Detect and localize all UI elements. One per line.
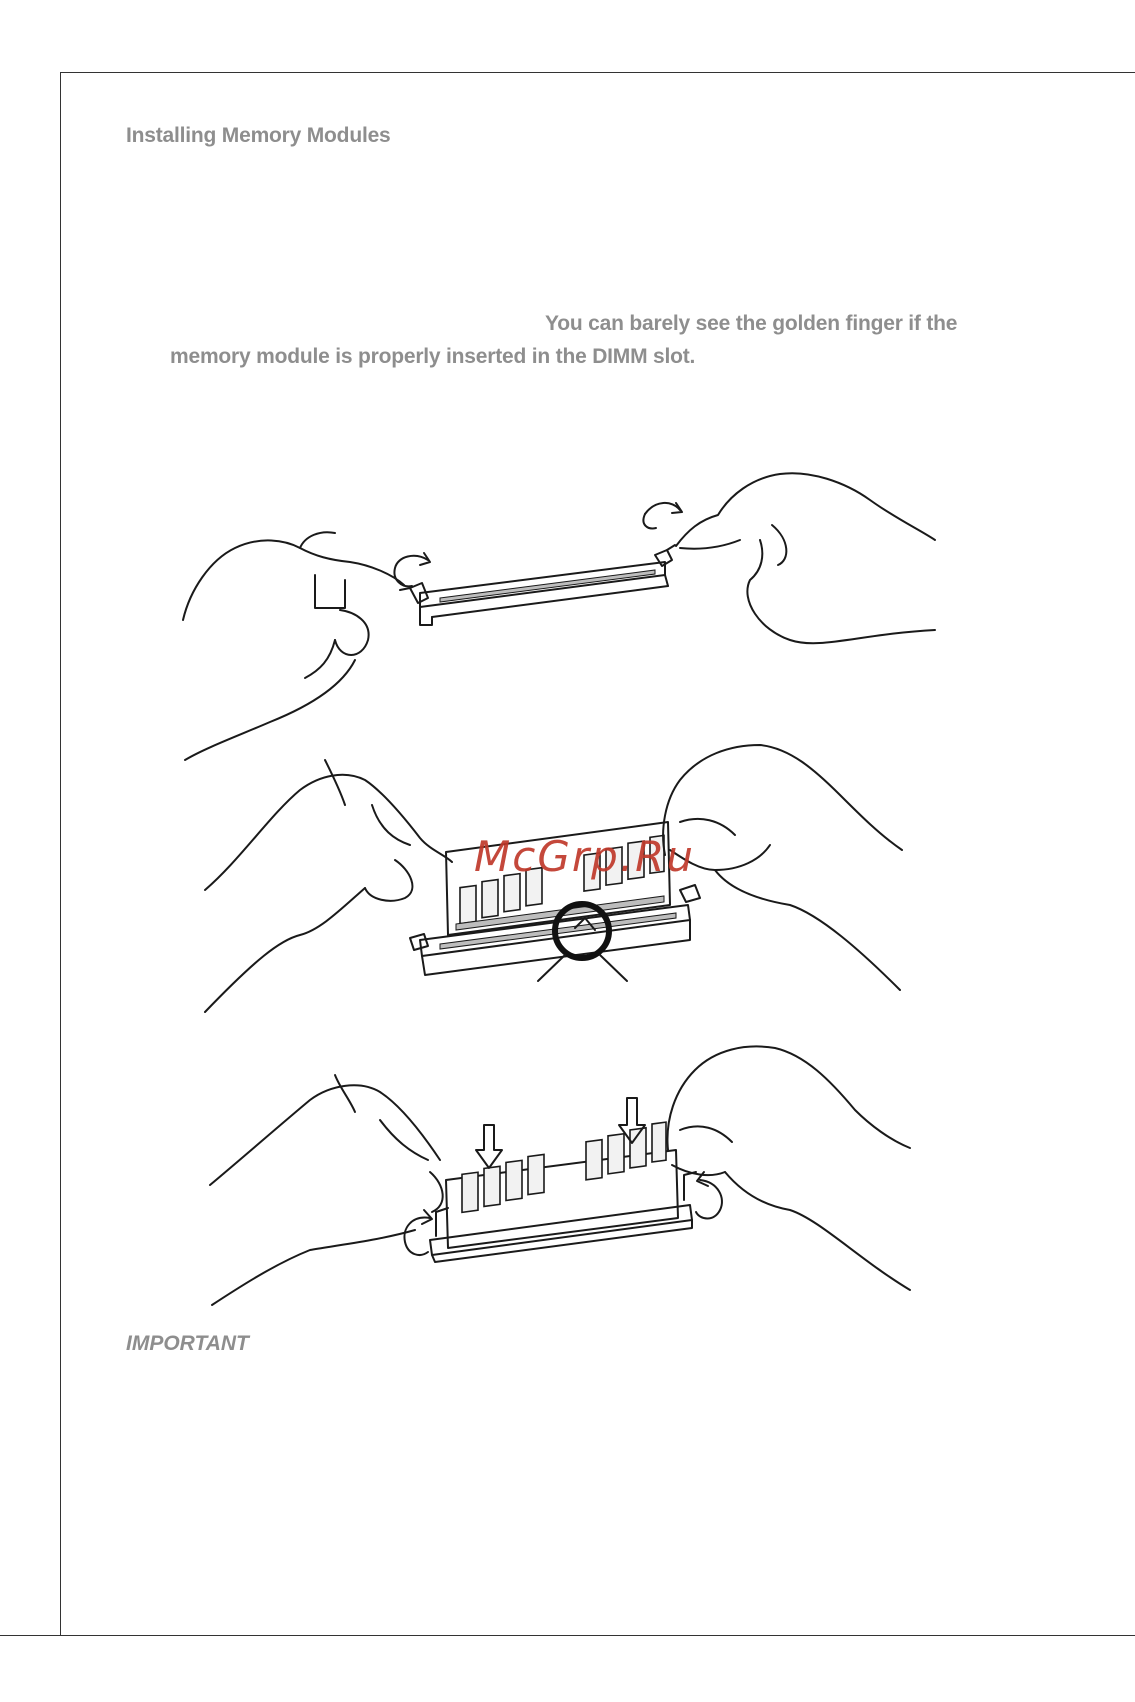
unlock-clips-step	[183, 473, 935, 760]
right-hand-icon	[667, 1046, 910, 1290]
section-title: Installing Memory Modules	[126, 124, 391, 147]
left-hand-icon	[210, 1075, 443, 1305]
press-module-step	[210, 1046, 910, 1305]
rotate-arrow-icon	[696, 1172, 722, 1219]
memory-module	[446, 1122, 678, 1248]
right-hand-icon	[676, 473, 935, 643]
important-heading: IMPORTANT	[126, 1332, 249, 1355]
down-arrow-icon	[476, 1125, 502, 1168]
right-hand-icon	[663, 745, 902, 990]
note-text-line-2: memory module is properly inserted in the DIMM slot.	[170, 345, 696, 368]
rotate-arrow-icon	[643, 503, 682, 528]
watermark-text: McGrp.Ru	[474, 832, 695, 881]
note-text-line-1: You can barely see the golden finger if the	[545, 312, 958, 335]
left-hand-icon	[205, 760, 452, 1012]
dimm-slot-empty	[400, 545, 675, 625]
left-hand-icon	[183, 532, 404, 760]
